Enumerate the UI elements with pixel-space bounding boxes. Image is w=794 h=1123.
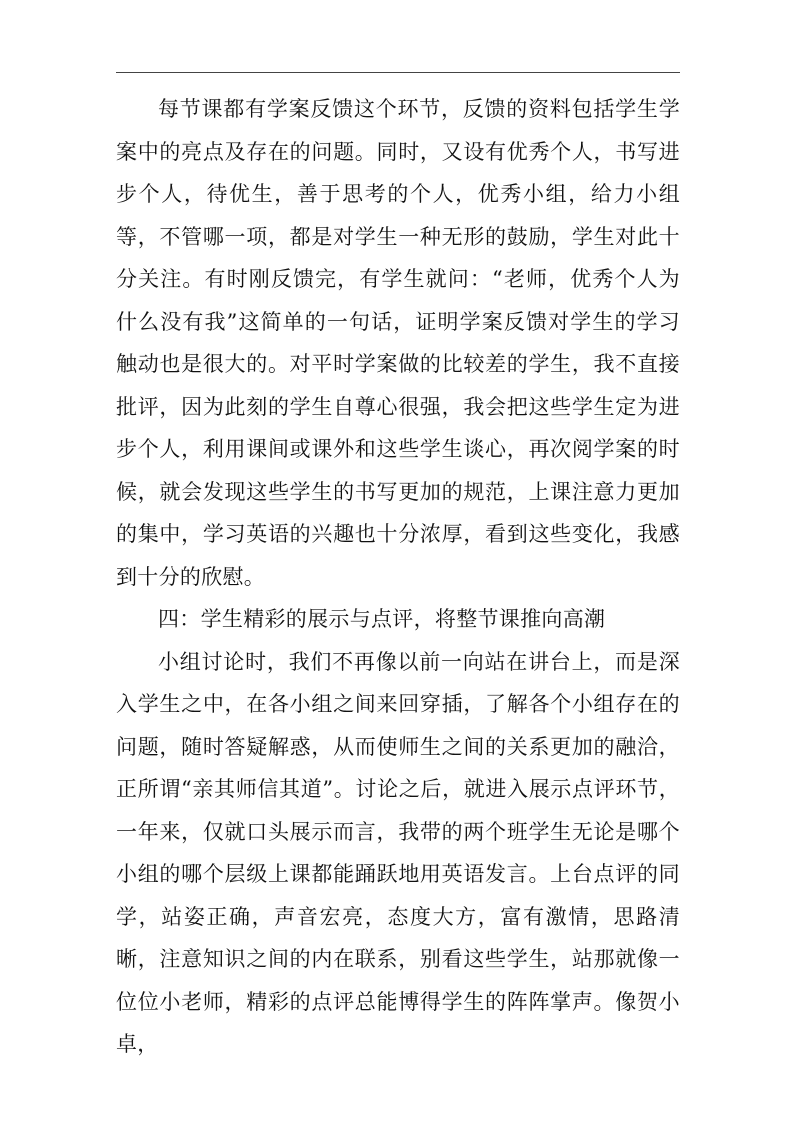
document-body [116, 88, 680, 1066]
paragraph-group-discussion: 小组讨论时，我们不再像以前一向站在讲台上，而是深入学生之中，在各小组之间来回穿插，了解各个小组存在的问题，随时答疑解惑，从而使师生之间的关系更加的融洽，正所谓“亲其师信其道”。讨论之后，就进入展示点评环节，一年来，仅就口头展示而言，我带的两个班学生无论是哪个小组的哪个层级上课都能踊跃地用英语发言。上台点评的同学，站姿正确，声音宏亮，态度大方，富有激情，思路清晰，注意知识之间的内在联系，别看这些学生，站那就像一位位小老师，精彩的点评总能博得学生的阵阵掌声。像贺小卓， [116, 649, 680, 1056]
paragraph-feedback: 每节课都有学案反馈这个环节，反馈的资料包括学生学案中的亮点及存在的问题。同时，又设有优秀个人，书写进步个人，待优生，善于思考的个人，优秀小组，给力小组等，不管哪一项，都是对学生一种无形的鼓励，学生对此十分关注。有时刚反馈完，有学生就问：“老师，优秀个人为什么没有我”这简单的一句话，证明学案反馈对学生的学习触动也是很大的。对平时学案做的比较差的学生，我不直接批评，因为此刻的学生自尊心很强，我会把这些学生定为进步个人，利用课间或课外和这些学生谈心，再次阅学案的时候，就会发现这些学生的书写更加的规范，上课注意力更加的集中，学习英语的兴趣也十分浓厚，看到这些变化，我感到十分的欣慰。 [116, 97, 680, 589]
section-heading-four: 四：学生精彩的展示与点评，将整节课推向高潮 [158, 607, 606, 631]
header-rule [116, 72, 680, 73]
